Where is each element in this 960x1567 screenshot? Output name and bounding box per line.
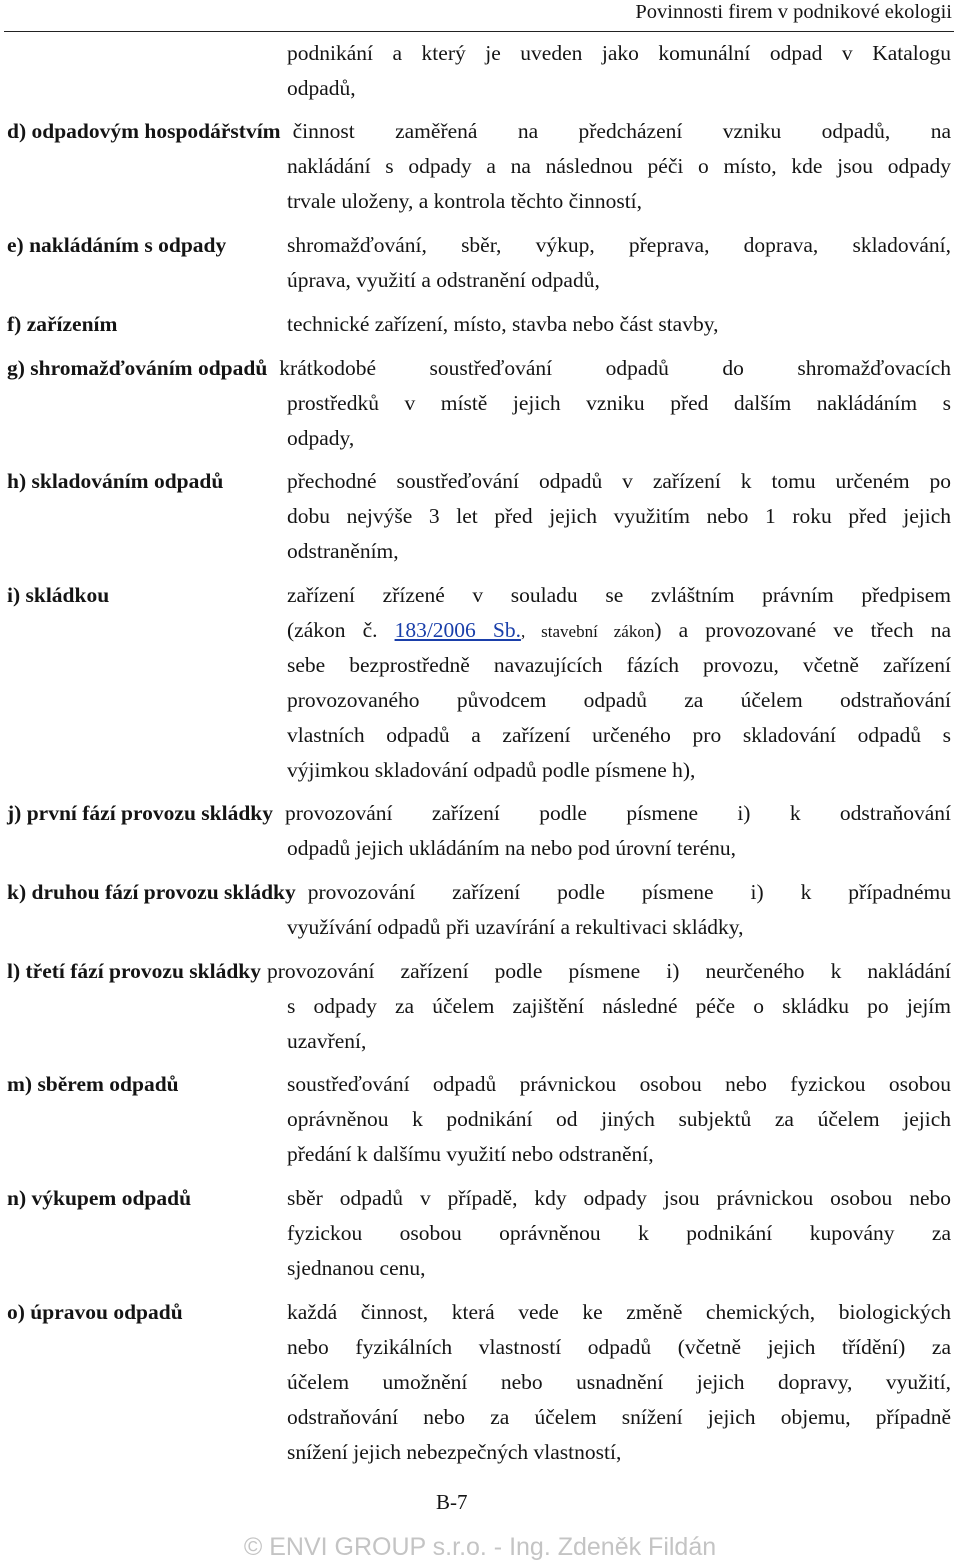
text-line: nakládání s odpady a na následnou péči o místo, kde jsou odpady bbox=[287, 154, 951, 178]
definition-text bbox=[287, 989, 951, 1059]
definition-text bbox=[287, 910, 951, 945]
text-line: odstraněním, bbox=[287, 539, 399, 563]
text-line: odpady, bbox=[287, 426, 355, 450]
text-line: přechodné soustřeďování odpadů v zařízení k tomu určeném po bbox=[287, 469, 951, 493]
text-line: soustřeďování odpadů právnickou osobou nebo fyzickou osobou bbox=[287, 1072, 951, 1096]
text-line: provozování zařízení podle písmene i) neurčeného k nakládání bbox=[267, 959, 951, 983]
definition-text bbox=[287, 149, 951, 219]
text-line: sběr odpadů v případě, kdy odpady jsou právnickou osobou nebo bbox=[287, 1186, 951, 1210]
text-line: každá činnost, která vede ke změně chemických, biologických bbox=[287, 1300, 951, 1324]
text-fragment: (zákon č. bbox=[287, 618, 395, 642]
definition-term: h) skladováním odpadů bbox=[7, 469, 224, 493]
definition-text bbox=[287, 1067, 951, 1172]
text-line: technické zařízení, místo, stavba nebo část stavby, bbox=[287, 312, 719, 336]
text-line: sebe bezprostředně navazujících fázích provozu, včetně zařízení bbox=[287, 653, 951, 677]
text-fragment: ) a provozované ve třech na bbox=[654, 618, 951, 642]
definition-first-line bbox=[7, 796, 951, 831]
text-line-with-reference bbox=[287, 613, 951, 648]
definition-term: f) zařízením bbox=[7, 312, 118, 336]
definition-text bbox=[287, 386, 951, 456]
text-line: nebo fyzikálních vlastností odpadů (včetně jejich třídění) za bbox=[287, 1335, 951, 1359]
definition-text bbox=[287, 578, 951, 788]
text-line: účelem umožnění nebo usnadnění jejich dopravy, využití, bbox=[287, 1370, 951, 1394]
text-line: provozovaného původcem odpadů za účelem odstraňování bbox=[287, 688, 951, 712]
text-line: předání k dalšímu využití nebo odstranění, bbox=[287, 1142, 654, 1166]
definition-text bbox=[287, 464, 951, 569]
text-line: oprávněnou k podnikání od jiných subjektů za účelem jejich bbox=[287, 1107, 951, 1131]
text-line: provozování zařízení podle písmene i) k odstraňování bbox=[285, 801, 951, 825]
definition-term: e) nakládáním s odpady bbox=[7, 233, 227, 257]
page-header bbox=[4, 0, 954, 32]
text-line: využívání odpadů při uzavírání a rekultivaci skládky, bbox=[287, 915, 744, 939]
page-number: B-7 bbox=[436, 1490, 468, 1514]
text-line: s odpady za účelem zajištění následné péče o skládku po jejím bbox=[287, 994, 951, 1018]
text-line: trvale uloženy, a kontrola těchto činností, bbox=[287, 189, 643, 213]
definition-first-line bbox=[7, 954, 951, 989]
text-fragment: , stavební zákon bbox=[520, 622, 655, 641]
text-line: sjednanou cenu, bbox=[287, 1256, 426, 1280]
definition-text bbox=[287, 228, 951, 298]
definition-term: d) odpadovým hospodářstvím bbox=[7, 119, 281, 143]
definition-text bbox=[287, 1295, 951, 1470]
text-line: odstraňování nebo za účelem snížení jejich objemu, případně bbox=[287, 1405, 951, 1429]
definition-first-line bbox=[7, 875, 951, 910]
definition-text bbox=[287, 36, 951, 106]
definition-term: i) skládkou bbox=[7, 583, 110, 607]
text-line: uzavření, bbox=[287, 1029, 367, 1053]
text-line: úprava, využití a odstranění odpadů, bbox=[287, 268, 600, 292]
text-line: odpadů, bbox=[287, 76, 356, 100]
text-line: činnost zaměřená na předcházení vzniku odpadů, na bbox=[292, 119, 951, 143]
text-line: dobu nejvýše 3 let před jejich využitím nebo 1 roku před jejich bbox=[287, 504, 951, 528]
text-line: prostředků v místě jejich vzniku před dalším nakládáním s bbox=[287, 391, 951, 415]
text-line: shromažďování, sběr, výkup, přeprava, doprava, skladování, bbox=[287, 233, 951, 257]
definition-term: m) sběrem odpadů bbox=[7, 1072, 179, 1096]
footer-watermark: © ENVI GROUP s.r.o. - Ing. Zdeněk Fildán bbox=[243, 1533, 717, 1561]
definition-term: l) třetí fází provozu skládky bbox=[7, 959, 262, 983]
text-line: podnikání a který je uveden jako komunální odpad v Katalogu bbox=[287, 41, 951, 65]
text-line: odpadů jejich ukládáním na nebo pod úrovní terénu, bbox=[287, 836, 736, 860]
text-line: zařízení zřízené v souladu se zvláštním právním předpisem bbox=[287, 583, 951, 607]
text-line: fyzickou osobou oprávněnou k podnikání kupovány za bbox=[287, 1221, 951, 1245]
definition-term: g) shromažďováním odpadů bbox=[7, 356, 268, 380]
definition-text bbox=[287, 1181, 951, 1286]
text-line: výjimkou skladování odpadů podle písmene h), bbox=[287, 758, 696, 782]
definition-term: k) druhou fází provozu skládky bbox=[7, 880, 296, 904]
law-reference-link[interactable]: 183/2006 Sb. bbox=[394, 618, 521, 642]
definition-first-line bbox=[7, 351, 951, 386]
text-line: snížení jejich nebezpečných vlastností, bbox=[287, 1440, 622, 1464]
definition-term: o) úpravou odpadů bbox=[7, 1300, 183, 1324]
definition-first-line bbox=[7, 114, 951, 149]
header-title: Povinnosti firem v podnikové ekologii bbox=[635, 1, 952, 23]
text-line: vlastních odpadů a zařízení určeného pro skladování odpadů s bbox=[287, 723, 951, 747]
definition-term: n) výkupem odpadů bbox=[7, 1186, 192, 1210]
text-line: provozování zařízení podle písmene i) k případnému bbox=[307, 880, 951, 904]
text-line: krátkodobé soustřeďování odpadů do shromažďovacích bbox=[279, 356, 951, 380]
definition-text bbox=[287, 307, 951, 342]
definition-term: j) první fází provozu skládky bbox=[7, 801, 273, 825]
definition-text bbox=[287, 831, 951, 866]
